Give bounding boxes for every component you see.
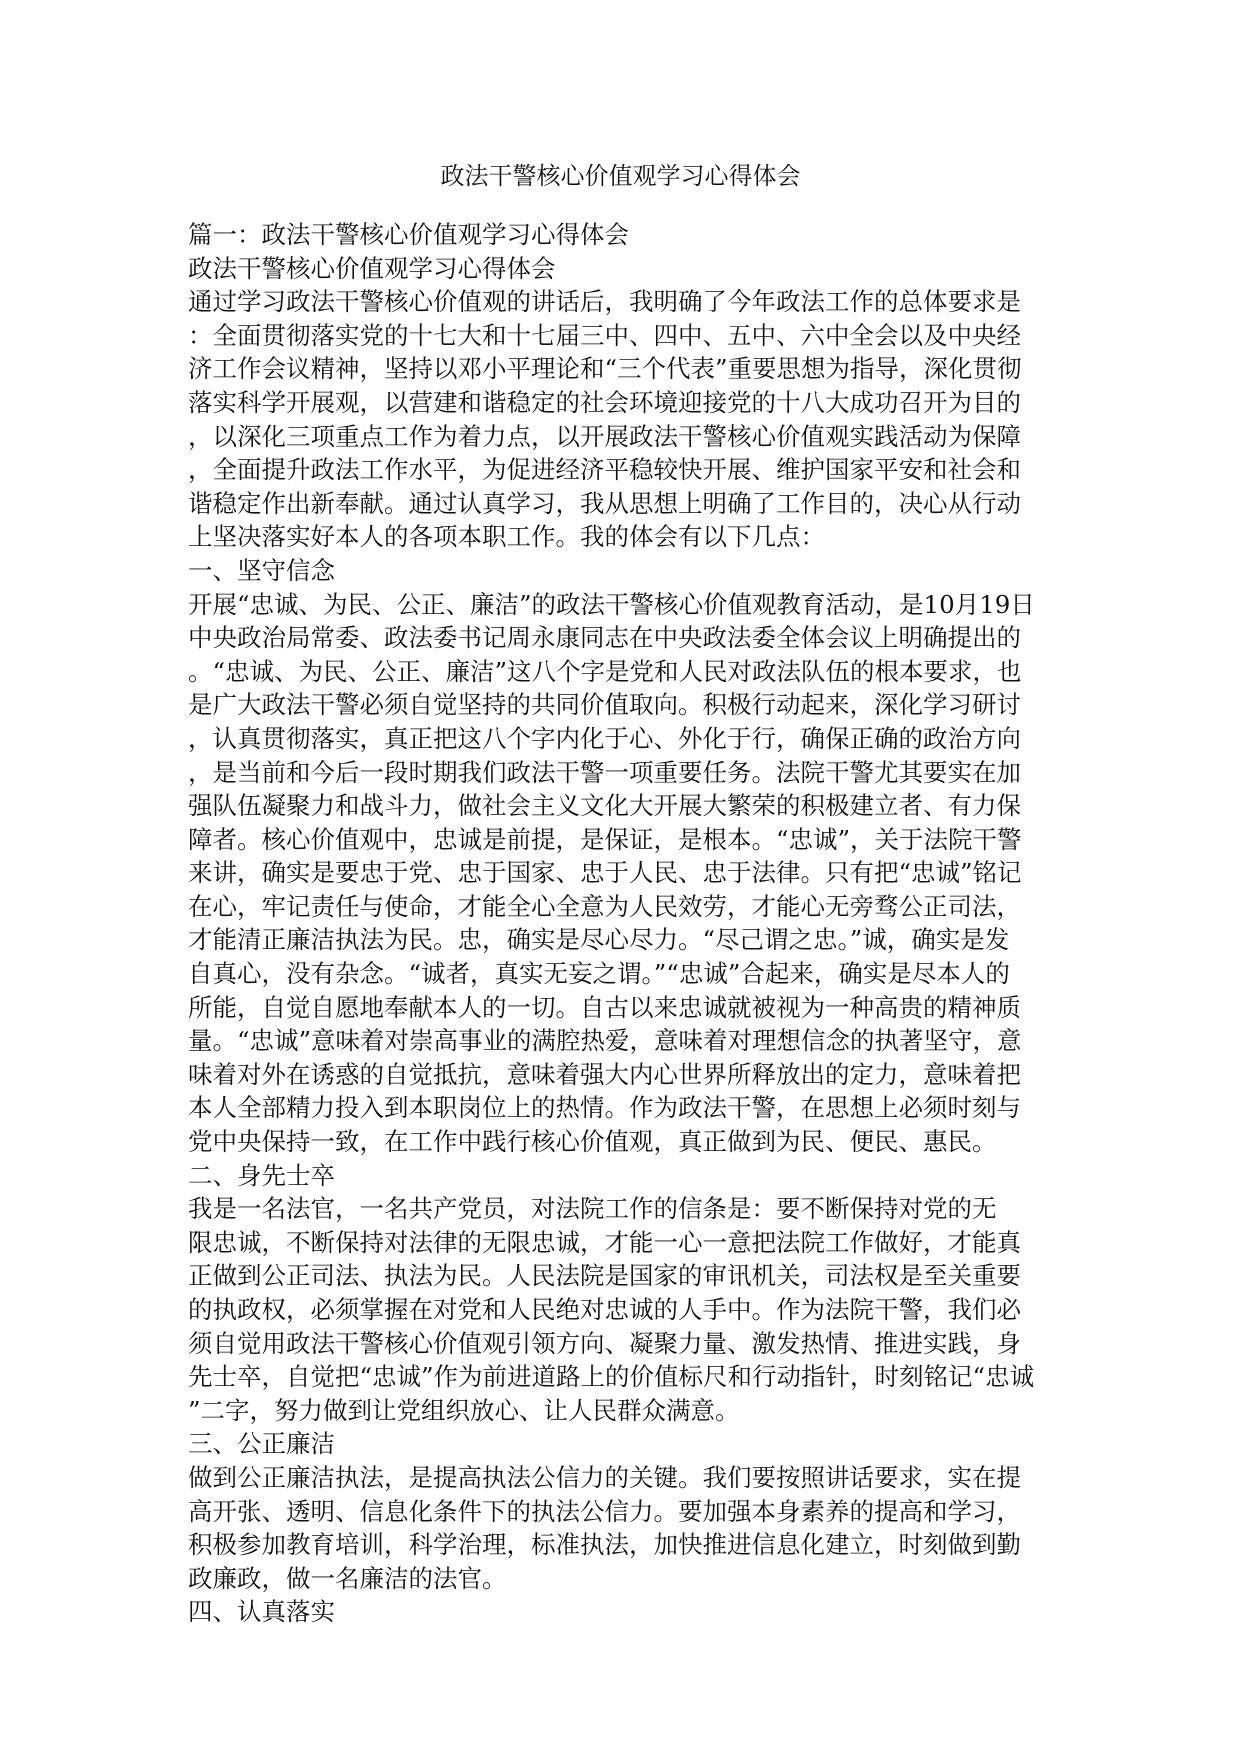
text-line: ，以深化三项重点工作为着力点，以开展政法干警核心价值观实践活动为保障 bbox=[188, 421, 1021, 451]
text-line: ，全面提升政法工作水平，为促进经济平稳较快开展、维护国家平安和社会和 bbox=[188, 455, 1021, 485]
text-line: 所能，自觉自愿地奉献本人的一切。自古以来忠诚就被视为一种高贵的精神质 bbox=[188, 992, 1021, 1022]
text-line: 来讲，确实是要忠于党、忠于国家、忠于人民、忠于法律。只有把“忠诚”铭记 bbox=[188, 858, 1022, 888]
text-line: 才能清正廉洁执法为民。忠，确实是尽心尽力。“尽己谓之忠。”诚，确实是发 bbox=[188, 925, 1010, 955]
text-line: 落实科学开展观，以营建和谐稳定的社会环境迎接党的十八大成功召开为目的 bbox=[188, 387, 1021, 417]
text-line: ，认真贯彻落实，真正把这八个字内化于心、外化于行，确保正确的政治方向 bbox=[188, 723, 1021, 753]
text-line: 济工作会议精神，坚持以邓小平理论和“三个代表”重要思想为指导，深化贯彻 bbox=[188, 354, 1022, 384]
text-line: 积极参加教育培训，科学治理，标准执法，加快推进信息化建立，时刻做到勤 bbox=[188, 1530, 1021, 1560]
text-line: 中央政治局常委、政法委书记周永康同志在中央政法委全体会议上明确提出的 bbox=[188, 623, 1021, 653]
text-line: 先士卒，自觉把“忠诚”作为前进道路上的价值标尺和行动指针，时刻铭记“忠诚 bbox=[188, 1362, 1035, 1392]
text-line: 正做到公正司法、执法为民。人民法院是国家的审讯机关，司法权是至关重要 bbox=[188, 1261, 1021, 1291]
text-line: 四、认真落实 bbox=[188, 1597, 335, 1627]
text-line: ，是当前和今后一段时期我们政法干警一项重要任务。法院干警尤其要实在加 bbox=[188, 757, 1021, 787]
text-line: 的执政权，必须掌握在对党和人民绝对忠诚的人手中。作为法院干警，我们必 bbox=[188, 1295, 1021, 1324]
text-line: 量。“忠诚”意味着对崇高事业的满腔热爱，意味着对理想信念的执著坚守，意 bbox=[188, 1026, 1022, 1056]
text-line: 二、身先士卒 bbox=[188, 1160, 335, 1190]
text-line: 做到公正廉洁执法，是提高执法公信力的关键。我们要按照讲话要求，实在提 bbox=[188, 1462, 1021, 1492]
text-line: 在心，牢记责任与使命，才能全心全意为人民效劳，才能心无旁骛公正司法， bbox=[188, 891, 1021, 921]
text-line: 须自觉用政法干警核心价值观引领方向、凝聚力量、激发热情、推进实践，身 bbox=[188, 1328, 1021, 1358]
document-body bbox=[188, 218, 1068, 1629]
text-line: 政廉政，做一名廉洁的法官。 bbox=[188, 1563, 507, 1593]
text-line: 三、公正廉洁 bbox=[188, 1429, 335, 1459]
text-line: 通过学习政法干警核心价值观的讲话后，我明确了今年政法工作的总体要求是 bbox=[188, 287, 1021, 317]
text-line: 开展“忠诚、为民、公正、廉洁”的政法干警核心价值观教育活动，是10月19日 bbox=[188, 589, 1035, 619]
text-line: 政法干警核心价值观学习心得体会 bbox=[188, 253, 556, 283]
text-line: 。“忠诚、为民、公正、廉洁”这八个字是党和人民对政法队伍的根本要求，也 bbox=[188, 656, 1022, 686]
text-line: 一、坚守信念 bbox=[188, 555, 335, 585]
text-line: ：全面贯彻落实党的十七大和十七届三中、四中、五中、六中全会以及中央经 bbox=[188, 320, 1021, 350]
text-line: 谐稳定作出新奉献。通过认真学习，我从思想上明确了工作目的，决心从行动 bbox=[188, 488, 1021, 518]
text-line: 高开张、透明、信息化条件下的执法公信力。要加强本身素养的提高和学习， bbox=[188, 1496, 1021, 1526]
text-line: 味着对外在诱惑的自觉抵抗，意味着强大内心世界所释放出的定力，意味着把 bbox=[188, 1059, 1021, 1089]
text-line: 我是一名法官，一名共产党员，对法院工作的信条是：要不断保持对党的无 bbox=[188, 1194, 997, 1224]
text-line: 本人全部精力投入到本职岗位上的热情。作为政法干警，在思想上必须时刻与 bbox=[188, 1093, 1021, 1123]
document-title: 政法干警核心价值观学习心得体会 bbox=[440, 162, 801, 190]
text-line: 限忠诚，不断保持对法律的无限忠诚，才能一心一意把法院工作做好，才能真 bbox=[188, 1227, 1021, 1257]
text-line: 强队伍凝聚力和战斗力，做社会主义文化大开展大繁荣的积极建立者、有力保 bbox=[188, 791, 1021, 821]
text-line: 上坚决落实好本人的各项本职工作。我的体会有以下几点： bbox=[188, 522, 825, 552]
text-line: 篇一：政法干警核心价值观学习心得体会 bbox=[188, 220, 629, 249]
text-line: 自真心，没有杂念。“诚者，真实无妄之谓。”“忠诚”合起来，确实是尽本人的 bbox=[188, 959, 1010, 989]
text-line: 障者。核心价值观中，忠诚是前提，是保证，是根本。“忠诚”，关于法院干警 bbox=[188, 824, 1022, 854]
text-line: 党中央保持一致，在工作中践行核心价值观，真正做到为民、便民、惠民。 bbox=[188, 1127, 997, 1157]
text-line: 是广大政法干警必须自觉坚持的共同价值取向。积极行动起来，深化学习研讨 bbox=[188, 690, 1021, 720]
text-line: ”二字，努力做到让党组织放心、让人民群众满意。 bbox=[188, 1395, 740, 1425]
